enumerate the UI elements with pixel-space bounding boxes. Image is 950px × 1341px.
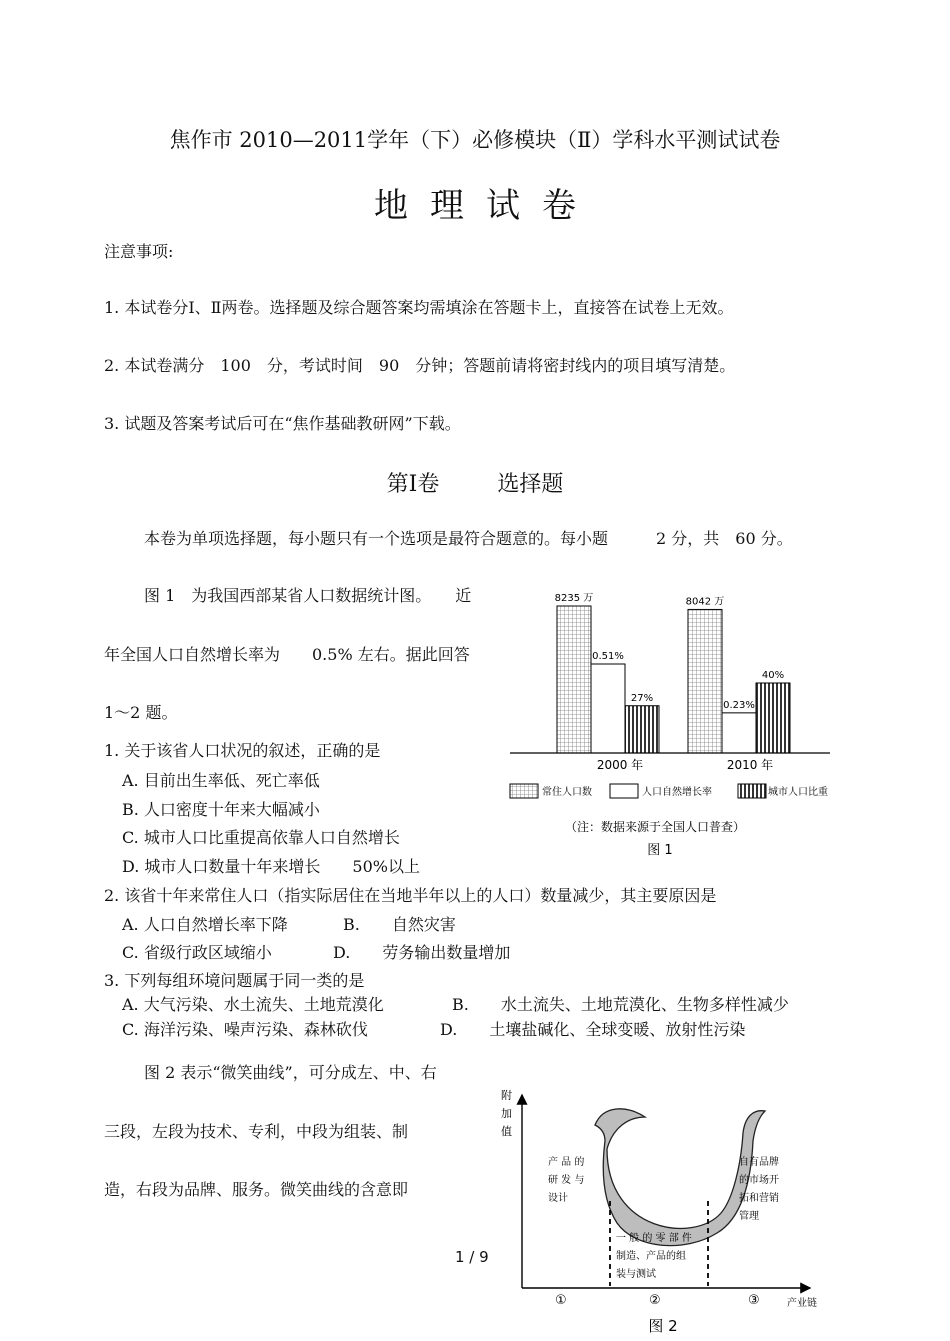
section-title: [0, 467, 950, 498]
intro2-line-1: 图 2 表示“微笑曲线”，可分成左、中、右: [144, 1063, 437, 1082]
question-3-option-d: D. 土壤盐碱化、全球变暖、放射性污染: [440, 1020, 746, 1039]
legend-swatch-urban: [738, 784, 766, 798]
data-label-growth-2000: 0.51%: [592, 651, 624, 662]
note-item-1: 1. 本试卷分Ⅰ、Ⅱ两卷。选择题及综合题答案均需填涂在答题卡上，直接答在试卷上无效。: [104, 298, 734, 317]
legend-label-growth: 人口自然增长率: [642, 787, 712, 798]
left-text-3: 设计: [548, 1193, 568, 1204]
figure-1-chart: [500, 578, 850, 868]
question-3-option-b: B. 水土流失、土地荒漠化、生物多样性减少: [452, 995, 789, 1014]
bar-growth-2010: [722, 713, 756, 753]
figure-1-note: （注：数据来源于全国人口普查）: [564, 820, 746, 834]
intro1-line-3: 1～2 题。: [104, 703, 178, 722]
right-text-3: 拓和营销: [739, 1193, 779, 1204]
intro2-line-3: 造，右段为品牌、服务。微笑曲线的含意即: [104, 1180, 409, 1199]
bar-urban-2010: [756, 683, 790, 753]
section-part: 第Ⅰ卷: [386, 472, 440, 497]
question-3-stem: 3. 下列每组环境问题属于同一类的是: [104, 971, 365, 990]
question-1-stem: 1. 关于该省人口状况的叙述，正确的是: [104, 741, 381, 760]
data-label-urban-2000: 27%: [630, 692, 654, 704]
intro1-line-1: 图 1 为我国西部某省人口数据统计图。 近: [144, 586, 472, 605]
question-1-option-b: B. 人口密度十年来大幅减小: [122, 800, 320, 819]
question-2-option-d: D. 劳务输出数量增加: [333, 943, 511, 962]
page-title: 地理试卷: [374, 186, 598, 226]
exam-header-title: 焦作市 2010—2011学年（下）必修模块（Ⅱ）学科水平测试试卷: [169, 128, 781, 152]
right-text-1: 自有品牌: [739, 1157, 779, 1168]
marker-1: ①: [555, 1293, 567, 1308]
y-axis-label-2: 加: [501, 1107, 512, 1120]
x-axis-label: 产业链: [787, 1298, 817, 1309]
category-label-2000: 2000 年: [596, 758, 644, 772]
question-2-option-a: A. 人口自然增长率下降: [122, 915, 288, 934]
question-3-option-c: C. 海洋污染、噪声污染、森林砍伐: [122, 1020, 368, 1039]
left-text-2: 研 发 与: [548, 1175, 585, 1186]
data-label-urban-2010: 40%: [761, 670, 785, 681]
y-axis-label-3: 值: [501, 1125, 512, 1138]
legend-label-urban: 城市人口比重: [768, 787, 828, 798]
right-text-4: 管理: [739, 1211, 759, 1222]
middle-text-2: 制造、产品的组: [616, 1251, 686, 1262]
section-instruction: 本卷为单项选择题，每小题只有一个选项是最符合题意的。每小题 2 分，共 60 分。: [144, 529, 793, 548]
right-text-2: 的市场开: [739, 1175, 779, 1186]
question-1-option-d: D. 城市人口数量十年来增长 50%以上: [122, 857, 420, 876]
question-2-option-b: B. 自然灾害: [343, 915, 456, 934]
legend-swatch-growth: [610, 784, 638, 798]
note-item-2: 2. 本试卷满分 100 分，考试时间 90 分钟；答题前请将密封线内的项目填写清楚。: [104, 356, 736, 375]
question-2-stem: 2. 该省十年来常住人口（指实际居住在当地半年以上的人口）数量减少，其主要原因是: [104, 886, 717, 905]
bar-resident-2010: [688, 609, 722, 753]
data-label-growth-2010: 0.23%: [723, 699, 755, 711]
marker-2: ②: [649, 1293, 661, 1308]
intro1-line-2: 年全国人口自然增长率为 0.5% 左右。据此回答: [104, 645, 470, 664]
data-label-resident-2000: 8235 万: [554, 593, 594, 604]
category-label-2010: 2010 年: [726, 758, 774, 772]
question-2-option-c: C. 省级行政区域缩小: [122, 943, 272, 962]
page-number: 1 / 9: [455, 1248, 489, 1266]
left-text-1: 产 品 的: [548, 1157, 585, 1168]
figure-1-caption: 图 1: [647, 843, 673, 858]
middle-text-1: 一 般 的 零 部 件: [616, 1233, 692, 1244]
question-3-option-a: A. 大气污染、水土流失、土地荒漠化: [122, 995, 384, 1014]
y-axis-label-1: 附: [501, 1089, 512, 1102]
intro2-line-2: 三段，左段为技术、专利，中段为组装、制: [104, 1122, 409, 1141]
bar-urban-2000: [625, 706, 659, 753]
middle-text-3: 装与测试: [616, 1269, 656, 1280]
notes-heading: 注意事项:: [104, 242, 174, 261]
legend-label-resident: 常住人口数: [542, 787, 592, 798]
section-name: 选择题: [497, 472, 564, 497]
figure-2-smile-curve: [495, 1083, 855, 1341]
marker-3: ③: [748, 1293, 760, 1308]
question-1-option-c: C. 城市人口比重提高依靠人口自然增长: [122, 828, 400, 847]
data-label-resident-2010: 8042 万: [685, 596, 725, 608]
figure-2-caption: 图 2: [648, 1317, 678, 1335]
note-item-3: 3. 试题及答案考试后可在“焦作基础教研网”下载。: [104, 414, 461, 433]
bar-growth-2000: [591, 664, 625, 753]
legend-swatch-resident: [510, 784, 538, 798]
question-1-option-a: A. 目前出生率低、死亡率低: [122, 771, 320, 790]
bar-resident-2000: [557, 606, 591, 753]
